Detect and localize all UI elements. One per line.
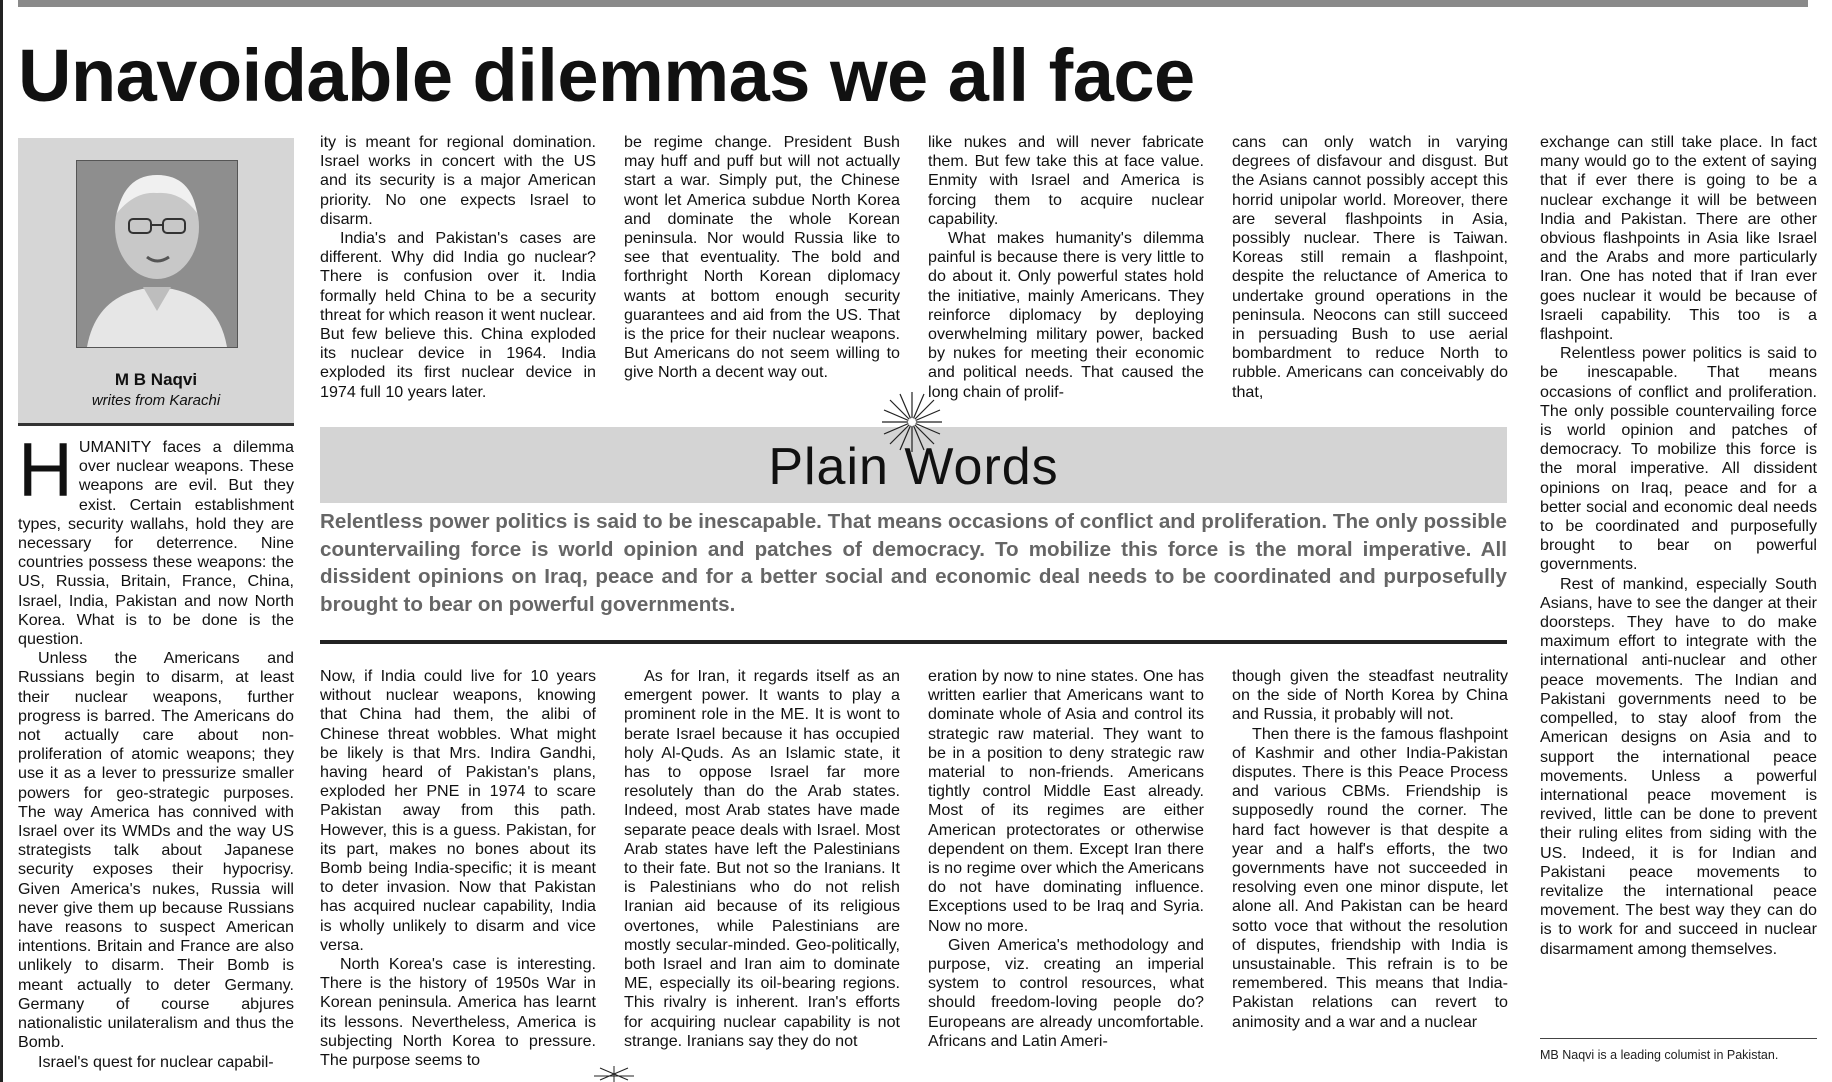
article-paragraph: As for Iran, it regards itself as an emergent power. It wants to play a prominent role in the ME. It is wont to berate Israel because it has occupied holy Al-Quds. As an Islamic state, it has to oppose Israel far more resolutely than do the Arab states. Indeed, most Arab states have made separate peace deals with Israel. Most Arab states have left the Palestinians to their fate. But not so the Iranians. It is Palestinians who do not relish Iranian aid because of its religious overtones, while Palestinians are mostly secular-minded. Geo-politically, both Israel and Iran aim to dominate ME, especially its oil-bearing regions. This rivalry is inherent. Iran's efforts for acquiring nuclear capability is not strange. Iranians say they do not [624,667,900,1050]
article-paragraph: though given the steadfast neutrality on the side of North Korea by China and Russia, it probably will not. [1232,667,1508,724]
article-paragraph: What makes humanity's dilemma painful is because there is very little to do about it. Only powerful states hold the initiative, mainly Americans. They reinforce diplomacy by deploying overwhelming military power, backed by nukes for meeting their economic and political needs. That caused the long chain of prolif- [928,229,1204,401]
article-paragraph: like nukes and will never fabricate them. But few take this at face value. Enmity with Israel and America is forcing them to acquire nuclear capability. [928,133,1204,228]
top-bar [18,0,1808,7]
article-paragraph: eration by now to nine states. One has written earlier that Americans want to dominate whole of Asia and control its strategic raw material. They want to be in a position to deny strategic raw material to non-friends. Americans tightly control Middle East already. Most of its regimes are either American protectorates or otherwise dependent on them. Except Iran there is no regime over which the Americans do not have dominating influence. Exceptions used to be Iraq and Syria. Now no more. [928,667,1204,935]
article-paragraph: Unless the Americans and Russians begin to disarm, at least their nuclear weapons, further progress is barred. The Americans do not actually care about non-proliferation of atomic weapons; they use it as a lever to pressurize smaller powers for geo-strategic purposes. The way America has connived with Israel over its WMDs and the way US strategists talk about Japanese security exposes their hypocrisy. Given America's nukes, Russia will never give them up because Russians have reasons to suspect American intentions. Britain and France are also unlikely to disarm. Their Bomb is meant actually to deter Germany. Germany of course abjures nationalistic unilateralism and thus the Bomb. [18,649,294,1052]
author-location: writes from Karachi [91,392,221,409]
opening-text: UMANITY faces a dilemma over nuclear weapons. These weapons are evil. But they exist. Certain establishment types, security wallahs, hold they are necessary for deterrence. Nine countries possess these weapons: the US, Russia, Britain, France, China, Israel, India, Pakistan and now North Korea. What is to be done is the question. [18,438,294,649]
footnote-rule [1540,1038,1817,1039]
article-paragraph: Now, if India could live for 10 years without nuclear weapons, knowing that China had them, the alibi of Chinese threat wobbles. What might be likely is that Mrs. Indira Gandhi, having heard of Pakistan's plans, exploded her PNE in 1974 to scare Pakistan away from this path. However, this is a guess. Pakistan, for its part, makes no bones about its Bomb being India-specific; it is meant to deter invasion. Now that Pakistan has acquired nuclear capability, India is wholly unlikely to disarm and vice versa. [320,667,596,954]
left-column-rule [0,0,3,1082]
article-paragraph: be regime change. President Bush may huff and puff but will not actually start a war. Simply put, the Chinese wont let America subdue North Korea and dominate the whole Korean peninsula. Nor would Russia like to see that eventuality. The bold and forthright North Korean diplomacy wants at bottom enough security guarantees and aid from the US. That is the price for their nuclear weapons. But Americans do not seem willing to give North a decent way out. [624,133,900,382]
column-2-top [320,133,596,402]
author-name: M B Naqvi [114,370,198,389]
starburst-icon [594,1066,634,1082]
headline: Unavoidable dilemmas we all face [18,34,1195,117]
article-paragraph: Given America's methodology and purpose, viz. creating an imperial system to control resources, what should freedom-loving people do? Europeans are already uncomfortable. Africans and Latin Ameri- [928,935,1204,1050]
article-paragraph: exchange can still take place. In fact many would go to the extent of saying that if ever there is going to be a nuclear exchange it will be between India and Pakistan. There are other obvious flashpoints in Asia like Israel and the Arabs and more particularly Iran. One has noted that if Iran ever goes nuclear it would be because of Israeli capability. This too is a flashpoint. [1540,133,1817,344]
article-paragraph [18,428,294,649]
column-5-bottom [1232,667,1508,1032]
column-4-top [928,133,1204,402]
author-box [18,138,294,426]
article-paragraph: Then there is the famous flashpoint of Kashmir and other India-Pakistan disputes. There is this Peace Process and various CBMs. Friendship is supposedly round the corner. The hard fact however is that despite a year and a half's efforts, the two governments have not succeeded in resolving even one minor dispute, let alone all. And Pakistan can be heard sotto voce that without the resolution of disputes, friendship with India is unsustainable. This refrain is to be remembered. This means that India-Pakistan relations can revert to animosity and a war and a nuclear [1232,724,1508,1031]
section-title: Plain Words [768,438,1059,496]
article-paragraph: ity is meant for regional domination. Israel works in concert with the US and its security is a major American priority. No one expects Israel to disarm. [320,133,596,228]
starburst-icon [882,392,942,452]
pull-quote: Relentless power politics is said to be inescapable. That means occasions of conflict and proliferation. The only possible countervailing force is world opinion and patches of democracy. To mobilize this force is the moral imperative. All dissident opinions on Iraq, peace and for a better social and economic deal needs to be coordinated and purposefully brought to bear on powerful governments. [320,510,1507,616]
author-photo [76,160,238,348]
column-2-bottom [320,667,596,1070]
column-6 [1540,133,1817,959]
author-footnote: MB Naqvi is a leading columist in Pakistan. [1540,1048,1779,1062]
column-4-bottom [928,667,1204,1051]
column-3-top [624,133,900,383]
pull-quote-rule [320,640,1507,644]
column-5-top [1232,133,1508,402]
article-paragraph: Relentless power politics is said to be inescapable. That means occasions of conflict and proliferation. The only possible countervailing force is world opinion and patches of democracy. To mobilize this force is the moral imperative. All dissident opinions on Iraq, peace and for a better social and economic deal needs to be coordinated and purposefully brought to bear on powerful governments. [1540,344,1817,574]
column-3-bottom [624,667,900,1051]
article-paragraph: cans can only watch in varying degrees of disfavour and disgust. But the Asians cannot possibly accept this horrid unipolar world. Moreover, there are several flashpoints in Asia, possibly nuclear. There is Taiwan. Koreas still remain a flashpoint, despite the reluctance of America to undertake ground operations in the peninsula. Neocons can still succeed in persuading Bush to use aerial bombardment to reduce North to rubble. Americans can conceivably do that, [1232,133,1508,401]
article-paragraph: Rest of mankind, especially South Asians, have to see the danger at their doorsteps. They have to do make maximum effort to integrate with the international anti-nuclear and other peace movements. The Indian and Pakistani governments need to be compelled, to stay aloof from the American designs on Asia and to support the international peace movements. Unless a powerful international peace movement is revived, little can be done to prevent their ruling elites from siding with the US. Indeed, it is for Indian and Pakistani peace movements to revitalize the international peace movement. The best way they can do is to work for and succeed in nuclear disarmament among themselves. [1540,574,1817,958]
article-paragraph: Israel's quest for nuclear capabil- [38,1052,274,1071]
article-paragraph: India's and Pakistan's cases are different. Why did India go nuclear? There is confusion over it. India formally held China to be a security threat for which reason it went nuclear. But few believe this. China exploded its nuclear device in 1964. India exploded its first nuclear device in 1974 full 10 years later. [320,229,596,401]
article-paragraph: North Korea's case is interesting. There is the history of 1950s War in Korean peninsula. America has learnt its lessons. Nevertheless, America is subjecting North Korea to pressure. The purpose seems to [320,955,596,1070]
drop-cap: H [18,428,73,513]
column-1 [18,428,294,1072]
